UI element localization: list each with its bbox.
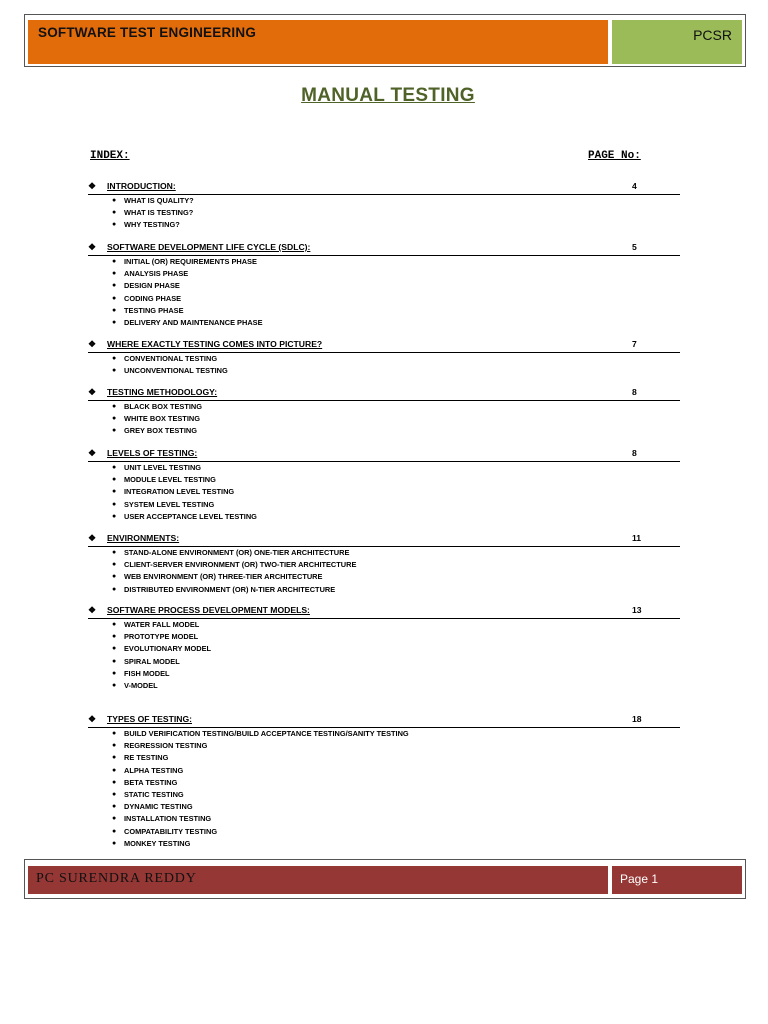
- toc-item-label: V-MODEL: [124, 680, 158, 690]
- toc-item-label: REGRESSION TESTING: [124, 741, 208, 751]
- toc-item-list: [88, 462, 680, 523]
- toc-item-label: SYSTEM LEVEL TESTING: [124, 499, 215, 509]
- diamond-bullet-icon: ❖: [88, 533, 97, 543]
- round-bullet-icon: ●: [112, 803, 117, 811]
- toc-item: [88, 195, 680, 207]
- footer-author-bar: [28, 866, 608, 894]
- toc-item: [88, 413, 680, 425]
- toc-item: [88, 643, 680, 655]
- diamond-bullet-icon: ❖: [88, 242, 97, 252]
- toc-item: [88, 268, 680, 280]
- toc-item: [88, 486, 680, 498]
- toc-item-label: WATER FALL MODEL: [124, 620, 200, 629]
- toc-item: [88, 401, 680, 413]
- round-bullet-icon: ●: [112, 270, 117, 278]
- toc-item-label: GREY BOX TESTING: [124, 426, 197, 436]
- toc-section: [88, 713, 680, 850]
- toc-item: [88, 256, 680, 268]
- round-bullet-icon: ●: [112, 282, 117, 290]
- toc-item: [88, 474, 680, 486]
- toc-section-title: SOFTWARE DEVELOPMENT LIFE CYCLE (SDLC):: [107, 242, 311, 252]
- round-bullet-icon: ●: [112, 221, 117, 229]
- toc-item: [88, 668, 680, 680]
- toc-item-label: CODING PHASE: [124, 293, 182, 303]
- header-brand: PCSR: [693, 27, 732, 43]
- toc-item-label: TESTING PHASE: [124, 305, 184, 315]
- toc-item: [88, 571, 680, 583]
- toc-item-label: WHY TESTING?: [124, 220, 180, 230]
- toc-section: [88, 386, 680, 438]
- toc-item-list: [88, 195, 680, 232]
- toc-item-label: MODULE LEVEL TESTING: [124, 475, 216, 485]
- round-bullet-icon: ●: [112, 500, 117, 508]
- toc-item-label: INITIAL (OR) REQUIREMENTS PHASE: [124, 257, 257, 266]
- toc-item-label: ANALYSIS PHASE: [124, 269, 189, 279]
- toc-item-list: [88, 401, 680, 438]
- toc-item-label: FISH MODEL: [124, 668, 170, 678]
- toc-item-label: DISTRIBUTED ENVIRONMENT (OR) N-TIER ARCHITECTURE: [124, 584, 336, 594]
- toc-item-list: [88, 353, 680, 377]
- toc-item-label: ALPHA TESTING: [124, 765, 184, 775]
- toc-item: [88, 425, 680, 437]
- toc-item-label: MONKEY TESTING: [124, 838, 191, 848]
- toc-section: [88, 180, 680, 232]
- index-label: INDEX:: [90, 150, 130, 162]
- diamond-bullet-icon: ❖: [88, 181, 97, 191]
- toc-item-label: WHAT IS QUALITY?: [124, 196, 194, 205]
- toc-section-page: 11: [632, 533, 642, 543]
- round-bullet-icon: ●: [112, 730, 117, 737]
- footer-page-box: [612, 866, 742, 894]
- toc-item-label: BLACK BOX TESTING: [124, 402, 203, 411]
- toc-section: [88, 604, 680, 692]
- round-bullet-icon: ●: [112, 367, 117, 375]
- toc-item-label: DYNAMIC TESTING: [124, 802, 193, 812]
- toc-section-page: 18: [632, 714, 642, 724]
- toc-section-page: 8: [632, 387, 637, 397]
- toc-section-page: 7: [632, 339, 637, 349]
- round-bullet-icon: ●: [112, 415, 117, 423]
- round-bullet-icon: ●: [112, 621, 117, 628]
- round-bullet-icon: ●: [112, 403, 117, 410]
- toc-section: [88, 532, 680, 596]
- toc-item: [88, 207, 680, 219]
- toc-section-heading[interactable]: [88, 338, 680, 353]
- toc-item-label: EVOLUTIONARY MODEL: [124, 644, 212, 654]
- toc-section-heading[interactable]: [88, 386, 680, 401]
- toc-item-label: WHITE BOX TESTING: [124, 414, 200, 424]
- toc-item-label: PROTOTYPE MODEL: [124, 632, 199, 642]
- toc-item: [88, 656, 680, 668]
- round-bullet-icon: ●: [112, 645, 117, 653]
- diamond-bullet-icon: ❖: [88, 714, 97, 724]
- round-bullet-icon: ●: [112, 839, 117, 847]
- toc-item: [88, 765, 680, 777]
- toc-section-title: INTRODUCTION:: [107, 181, 176, 191]
- toc-item-label: STAND-ALONE ENVIRONMENT (OR) ONE-TIER ARCHITECTURE: [124, 548, 350, 557]
- toc-item-label: BETA TESTING: [124, 777, 178, 787]
- footer-page-number: Page 1: [620, 872, 659, 886]
- toc-item: [88, 511, 680, 523]
- toc-item-label: SPIRAL MODEL: [124, 656, 180, 666]
- toc-item-label: RE TESTING: [124, 753, 169, 763]
- round-bullet-icon: ●: [112, 306, 117, 314]
- toc-section-heading[interactable]: [88, 604, 680, 619]
- toc-item: [88, 499, 680, 511]
- diamond-bullet-icon: ❖: [88, 605, 97, 615]
- toc-item: [88, 826, 680, 838]
- toc-section-page: 5: [632, 242, 637, 252]
- toc-item-label: INSTALLATION TESTING: [124, 814, 212, 824]
- toc-item: [88, 740, 680, 752]
- toc-item-list: [88, 728, 680, 850]
- toc-item-list: [88, 256, 680, 329]
- toc-section-title: WHERE EXACTLY TESTING COMES INTO PICTURE?: [107, 339, 323, 349]
- toc-item: [88, 462, 680, 474]
- toc-section: [88, 241, 680, 329]
- toc-item-label: COMPATABILITY TESTING: [124, 826, 218, 836]
- toc-section: [88, 338, 680, 377]
- toc-item-label: UNIT LEVEL TESTING: [124, 463, 202, 472]
- toc-item: [88, 280, 680, 292]
- toc-section-heading[interactable]: [88, 180, 680, 195]
- toc-section-title: LEVELS OF TESTING:: [107, 448, 198, 458]
- toc-item: [88, 838, 680, 850]
- toc-item-label: DESIGN PHASE: [124, 281, 180, 291]
- toc-item: [88, 559, 680, 571]
- toc-item: [88, 305, 680, 317]
- round-bullet-icon: ●: [112, 815, 117, 823]
- toc-item: [88, 728, 680, 740]
- toc-item: [88, 353, 680, 365]
- footer-author: PC SURENDRA REDDY: [36, 871, 197, 886]
- toc-item-list: [88, 547, 680, 596]
- round-bullet-icon: ●: [112, 681, 117, 689]
- toc-item: [88, 619, 680, 631]
- round-bullet-icon: ●: [112, 549, 117, 556]
- round-bullet-icon: ●: [112, 258, 117, 265]
- toc-item: [88, 365, 680, 377]
- round-bullet-icon: ●: [112, 657, 117, 665]
- header-title: SOFTWARE TEST ENGINEERING: [38, 25, 257, 40]
- round-bullet-icon: ●: [112, 512, 117, 520]
- round-bullet-icon: ●: [112, 476, 117, 484]
- toc-item: [88, 752, 680, 764]
- document-title: MANUAL TESTING: [301, 85, 475, 106]
- toc-item: [88, 293, 680, 305]
- toc-item-label: DELIVERY AND MAINTENANCE PHASE: [124, 317, 263, 327]
- toc-section-title: TYPES OF TESTING:: [107, 714, 192, 724]
- toc-section-heading[interactable]: [88, 241, 680, 256]
- round-bullet-icon: ●: [112, 427, 117, 435]
- round-bullet-icon: ●: [112, 778, 117, 786]
- diamond-bullet-icon: ❖: [88, 448, 97, 458]
- round-bullet-icon: ●: [112, 633, 117, 641]
- round-bullet-icon: ●: [112, 355, 117, 362]
- toc-section-heading[interactable]: [88, 532, 680, 547]
- round-bullet-icon: ●: [112, 790, 117, 798]
- toc-item-label: WEB ENVIRONMENT (OR) THREE-TIER ARCHITECTURE: [124, 572, 323, 582]
- toc-item: [88, 317, 680, 329]
- toc-section: [88, 447, 680, 523]
- round-bullet-icon: ●: [112, 294, 117, 302]
- toc-item: [88, 680, 680, 692]
- toc-section-heading[interactable]: [88, 447, 680, 462]
- toc-item-label: WHAT IS TESTING?: [124, 208, 194, 218]
- round-bullet-icon: ●: [112, 585, 117, 593]
- toc-item-label: INTEGRATION LEVEL TESTING: [124, 487, 235, 497]
- toc-section-page: 4: [632, 181, 637, 191]
- toc-item: [88, 219, 680, 231]
- toc-item: [88, 813, 680, 825]
- toc-item-label: BUILD VERIFICATION TESTING/BUILD ACCEPTANCE TESTING/SANITY TESTING: [124, 729, 409, 738]
- page-number-label: PAGE No:: [588, 150, 641, 162]
- round-bullet-icon: ●: [112, 573, 117, 581]
- round-bullet-icon: ●: [112, 488, 117, 496]
- toc-item: [88, 631, 680, 643]
- toc-item-list: [88, 619, 680, 692]
- toc-item-label: STATIC TESTING: [124, 789, 184, 799]
- toc-section-title: ENVIRONMENTS:: [107, 533, 180, 543]
- round-bullet-icon: ●: [112, 754, 117, 762]
- toc-section-page: 13: [632, 605, 642, 615]
- toc-section-title: SOFTWARE PROCESS DEVELOPMENT MODELS:: [107, 605, 310, 615]
- toc-item: [88, 584, 680, 596]
- round-bullet-icon: ●: [112, 766, 117, 774]
- round-bullet-icon: ●: [112, 209, 117, 217]
- round-bullet-icon: ●: [112, 318, 117, 326]
- round-bullet-icon: ●: [112, 669, 117, 677]
- toc-item: [88, 547, 680, 559]
- toc-section-page: 8: [632, 448, 637, 458]
- round-bullet-icon: ●: [112, 827, 117, 835]
- toc-item: [88, 789, 680, 801]
- diamond-bullet-icon: ❖: [88, 339, 97, 349]
- toc-item-label: USER ACCEPTANCE LEVEL TESTING: [124, 511, 257, 521]
- toc-section-title: TESTING METHODOLOGY:: [107, 387, 218, 397]
- toc-item-label: UNCONVENTIONAL TESTING: [124, 366, 228, 376]
- toc-item: [88, 801, 680, 813]
- round-bullet-icon: ●: [112, 742, 117, 750]
- round-bullet-icon: ●: [112, 464, 117, 471]
- toc-item-label: CLIENT-SERVER ENVIRONMENT (OR) TWO-TIER ARCHITECTURE: [124, 560, 357, 570]
- toc-section-heading[interactable]: [88, 713, 680, 728]
- round-bullet-icon: ●: [112, 561, 117, 569]
- toc-item: [88, 777, 680, 789]
- toc-item-label: CONVENTIONAL TESTING: [124, 354, 218, 363]
- diamond-bullet-icon: ❖: [88, 387, 97, 397]
- round-bullet-icon: ●: [112, 197, 117, 204]
